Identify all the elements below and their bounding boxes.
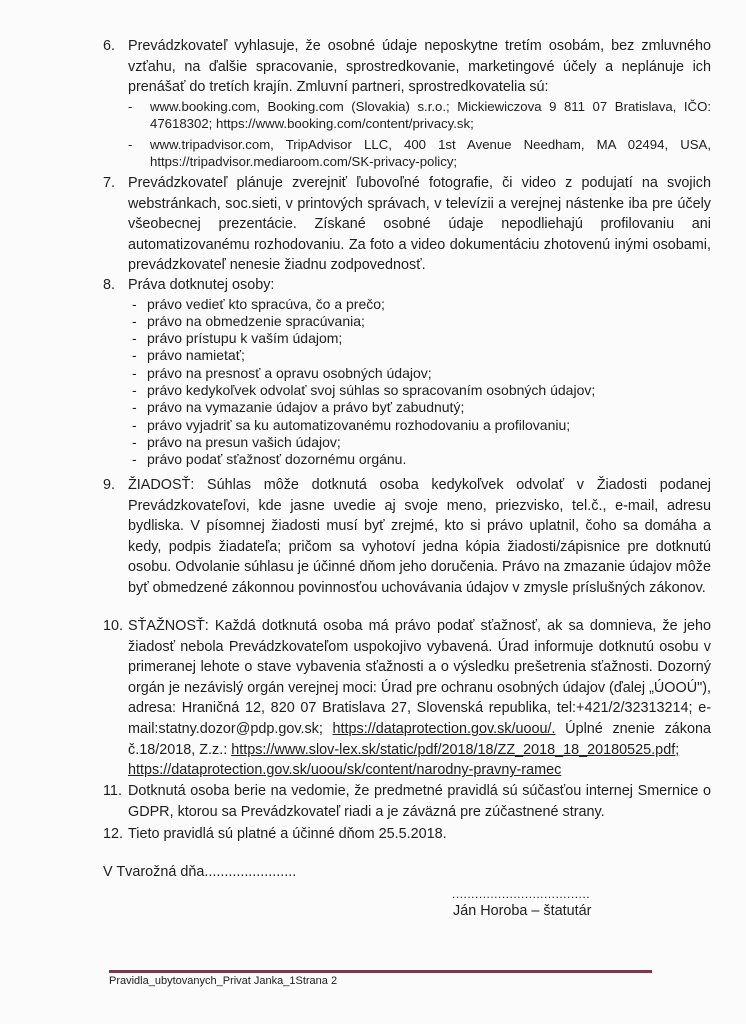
clause-12	[103, 824, 711, 845]
clause-text: SŤAŽNOSŤ: Každá dotknutá osoba má právo podať sťažnosť, ak sa domnieva, že jeho žiadosť nebola Prevádzkovateľom uspokojivo vybavená. Úrad informuje dotknutú osobu v primeranej lehote o stave vybavenia sťažnosti a o výsledku prešetrenia sťažnosti. Dozorný orgán je nezávislý orgán verejnej moci: Úrad pre ochranu osobných údajov (ďalej „ÚOOÚ"), adresa: Hraničná 12, 820 07 Bratislava 27, Slovenská republika, tel:+421/2/32313214; e-mail:statny.dozor@pdp.gov.sk; https://dataprotection.gov.sk/uoou/. Úplné znenie zákona č.18/2018, Z.z.: https://www.slov-lex.sk/static/pdf/2018/18/ZZ_2018_18_20180525.pdf; https://dataprotection.gov.sk/uoou/sk/content/narodny-pravny-ramec	[128, 616, 711, 781]
slov-lex-link[interactable]: https://www.slov-lex.sk/static/pdf/2018/18/ZZ_2018_18_20180525.pdf;	[231, 741, 680, 758]
clause-7	[103, 173, 711, 276]
rights-list-item: - právo vyjadriť sa ku automatizovanému rozhodovaniu a profilovaniu;	[132, 416, 571, 433]
footer-divider	[109, 970, 652, 973]
clause-text: Práva dotknutej osoby:	[128, 277, 275, 293]
rights-list-item: - právo na presnosť a opravu osobných údajov;	[132, 364, 432, 381]
place-date-line: V Tvarožná dňa.......................	[103, 864, 297, 880]
partner-text: www.tripadvisor.com, TripAdvisor LLC, 400 1st Avenue Needham, MA 02494, USA, https://tripadvisor.mediaroom.com/SK-privacy-policy;	[150, 137, 711, 170]
footer-text: Pravidla_ubytovanych_Privat Janka_1Strana 2	[109, 975, 338, 987]
rights-list-item: - právo na obmedzenie spracúvania;	[132, 312, 365, 329]
partner-item: - www.tripadvisor.com, TripAdvisor LLC, 400 1st Avenue Needham, MA 02494, USA, https://tripadvisor.mediaroom.com/SK-privacy-policy;	[128, 137, 711, 170]
rights-list-item: - právo prístupu k vaším údajom;	[132, 330, 343, 347]
clause-11	[103, 781, 711, 822]
clause-number: 7.	[103, 175, 116, 191]
clause-number: 9.	[103, 477, 116, 493]
uoou-link[interactable]: https://dataprotection.gov.sk/uoou/.	[332, 720, 556, 737]
rights-list-item: - právo podať sťažnosť dozornému orgánu.	[132, 451, 407, 468]
rights-list-item: - právo vedieť kto spracúva, čo a prečo;	[132, 295, 385, 312]
clause-number: 6.	[103, 38, 116, 54]
clause-text: ŽIADOSŤ: Súhlas môže dotknutá osoba kedykoľvek odvolať v Žiadosti podanej Prevádzkovateľovi, kde jasne uvedie aj svoje meno, priezvisko, tel.č., e-mail, adresu bydliska. V písomnej žiadosti musí byť zrejmé, kto si právo uplatnil, čoho sa domáha a kedy, podpis žiadateľa; pričom sa vyhotoví jedna kópia žiadosti/zápisnice pre dotknutú osobu. Odvolanie súhlasu je účinné dňom jeho doručenia. Právo na zmazanie údajov môže byť obmedzené zákonnou povinnosťou uchovávania údajov v zmysle príslušných zákonov.	[128, 477, 711, 596]
rights-list-item: - právo na vymazanie údajov a právo byť zabudnutý;	[132, 399, 465, 416]
clause-number: 8.	[103, 277, 116, 293]
partner-item: - www.booking.com, Booking.com (Slovakia) s.r.o.; Mickiewiczova 9 811 07 Bratislava, IČO: 47618302; https://www.booking.com/content/privacy.sk;	[128, 98, 711, 131]
clause-text: Dotknutá osoba berie na vedomie, že predmetné pravidlá sú súčasťou internej Smernice o GDPR, ktorou sa Prevádzkovateľ riadi a je záväzná pre zúčastnené strany.	[128, 783, 711, 820]
rights-list-item: - právo na presun vašich údajov;	[132, 433, 341, 450]
rights-list-item: - právo kedykoľvek odvolať svoj súhlas so spracovaním osobných údajov;	[132, 382, 596, 399]
clause-9	[103, 475, 711, 599]
clause-10	[103, 616, 711, 781]
clause-text: Tieto pravidlá sú platné a účinné dňom 25.5.2018.	[128, 826, 447, 842]
partner-text: www.booking.com, Booking.com (Slovakia) s.r.o.; Mickiewiczova 9 811 07 Bratislava, IČO: 47618302; https://www.booking.com/content/privacy.sk;	[150, 98, 711, 131]
signature-line: ....................................	[452, 887, 591, 901]
clause-text: Prevádzkovateľ plánuje zverejniť ľubovoľné fotografie, či video z podujatí na svojich webstránkach, soc.sieti, v printových správach, v televízii a verejnej nástenke iba pre účely všeobecnej prezentácie. Získané osobné údaje nepodliehajú profilovaniu ani automatizovanému rozhodovaniu. Za foto a video dokumentáciu zhotovenú inými osobami, prevádzkovateľ nenesie žiadnu zodpovednosť.	[128, 175, 711, 274]
signatory-name: Ján Horoba – štatutár	[453, 903, 592, 919]
rights-list	[128, 296, 711, 469]
clause-8	[103, 275, 711, 469]
rights-list-item: - právo namietať;	[132, 347, 245, 364]
clause-number: 11.	[103, 783, 122, 799]
clause-number: 12.	[103, 826, 124, 842]
clause-text: Prevádzkovateľ vyhlasuje, že osobné údaje neposkytne tretím osobám, bez zmluvného vzťahu, na ďalšie spracovanie, sprostredkovanie, marketingové účely a neplánuje ich prenášať do tretích krajín. Zmluvní partneri, sprostredkovatelia sú:	[128, 38, 711, 96]
clause-number: 10.	[103, 618, 124, 634]
legal-framework-link[interactable]: https://dataprotection.gov.sk/uoou/sk/content/narodny-pravny-ramec	[128, 762, 562, 779]
clause-6	[103, 36, 711, 171]
